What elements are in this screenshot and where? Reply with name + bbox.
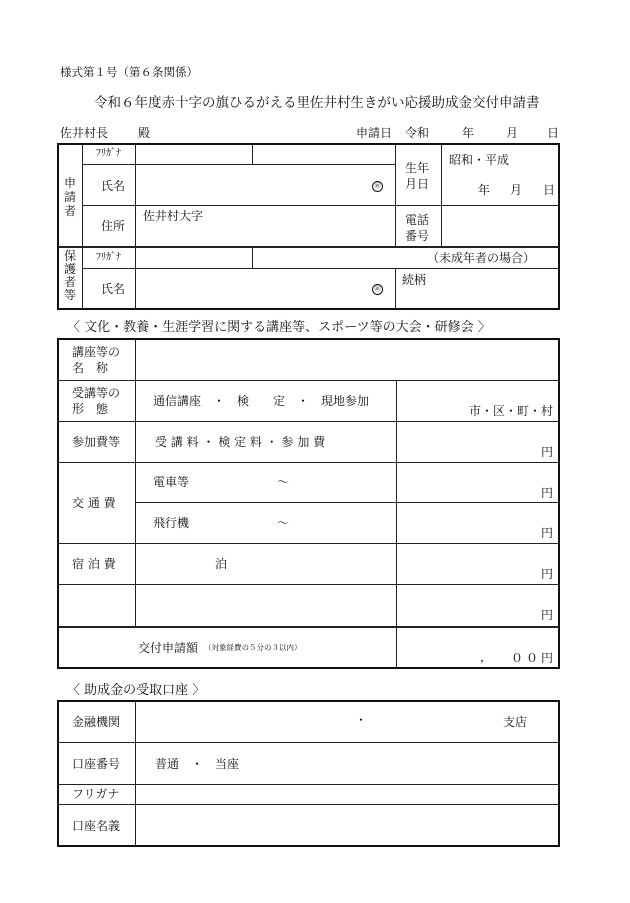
applicant-section-label: 申請者: [63, 176, 76, 218]
applicant-name-label: 氏名: [101, 179, 126, 193]
bank-section-title: 〈 助成金の受取口座 〉: [67, 683, 206, 698]
course-format-label-2: 形 態: [72, 402, 109, 416]
bank-furigana-label: フリガナ: [72, 787, 120, 801]
course-nights-label: 泊: [215, 557, 228, 571]
course-lodging-label: 宿 泊 費: [72, 557, 116, 571]
course-train-tilde: 〜: [277, 475, 290, 489]
course-fee-label: 参加費等: [72, 435, 121, 449]
course-name-label-1: 講座等の: [72, 345, 121, 359]
addressee-suffix: 殿: [138, 126, 151, 140]
date-era: 令和: [405, 126, 430, 140]
course-plane-yen: 円: [541, 526, 554, 540]
course-amount-yen: 円: [541, 651, 554, 665]
form-number: 様式第１号（第６条関係）: [60, 65, 198, 79]
date-year-unit: 年: [462, 126, 475, 140]
bank-table: [57, 700, 560, 847]
bank-account-number-label: 口座番号: [72, 757, 121, 771]
date-day-unit: 日: [547, 126, 560, 140]
bank-holder-label: 口座名義: [72, 819, 121, 833]
course-fee-yen: 円: [541, 445, 554, 459]
applicant-birth-era: 昭和・平成: [449, 153, 510, 167]
applicant-seal-icon: ㊞: [372, 181, 383, 192]
bank-branch-label: 支店: [503, 715, 528, 729]
date-label: 申請日: [356, 126, 393, 140]
course-format-options: 通信講座 ・ 検 定 ・ 現地参加: [153, 394, 370, 408]
guardian-minor-note: （未成年者の場合）: [427, 251, 536, 265]
guardian-seal-icon: ㊞: [372, 284, 383, 295]
guardian-furigana-label: ﾌﾘｶﾞﾅ: [96, 252, 121, 263]
applicant-birth-day: 日: [543, 183, 556, 197]
applicant-table: [57, 143, 560, 310]
applicant-address-value: 佐井村大字: [143, 209, 204, 223]
applicant-birth-year: 年: [478, 183, 491, 197]
course-amount-comma: ，: [480, 650, 493, 664]
course-request-note: （対象経費の５分の３以内）: [204, 643, 302, 652]
course-fee-options: 受 講 料 ・ 検 定 料 ・ 参 加 費: [155, 435, 326, 449]
guardian-section-label: 保護者等: [63, 249, 76, 302]
applicant-phone-label: 電話番号: [405, 213, 430, 243]
applicant-birth-label: 生年月日: [405, 161, 430, 191]
applicant-birth-month: 月: [510, 183, 523, 197]
course-plane-tilde: 〜: [277, 516, 290, 530]
course-section-title: 〈 文化・教養・生涯学習に関する講座等、スポーツ等の大会・研修会 〉: [67, 320, 491, 335]
course-plane-label: 飛行機: [153, 516, 190, 530]
course-table: [57, 338, 560, 669]
course-amount-zeros: ００: [511, 651, 542, 665]
course-name-label-2: 名 称: [72, 361, 109, 375]
course-train-yen: 円: [541, 486, 554, 500]
course-format-label-1: 受講等の: [72, 386, 121, 400]
guardian-name-label: 氏名: [101, 282, 126, 296]
bank-separator-dot: ・: [355, 713, 368, 727]
bank-institution-label: 金融機関: [72, 715, 121, 729]
applicant-furigana-label: ﾌﾘｶﾞﾅ: [96, 148, 121, 159]
guardian-relation-label: 続柄: [402, 273, 427, 287]
course-train-label: 電車等: [153, 475, 190, 489]
page-title: 令和６年度赤十字の旗ひるがえる里佐井村生きがい応援助成金交付申請書: [94, 95, 540, 111]
course-location-suffix: 市・区・町・村: [469, 404, 554, 418]
applicant-address-label: 住所: [101, 219, 126, 233]
bank-account-type: 普通 ・ 当座: [155, 757, 240, 771]
course-transport-label: 交 通 費: [72, 496, 116, 510]
course-request-label: 交付申請額: [138, 641, 199, 655]
course-other-yen: 円: [541, 608, 554, 622]
date-month-unit: 月: [506, 126, 519, 140]
course-lodging-yen: 円: [541, 567, 554, 581]
addressee: 佐井村長: [60, 126, 109, 140]
